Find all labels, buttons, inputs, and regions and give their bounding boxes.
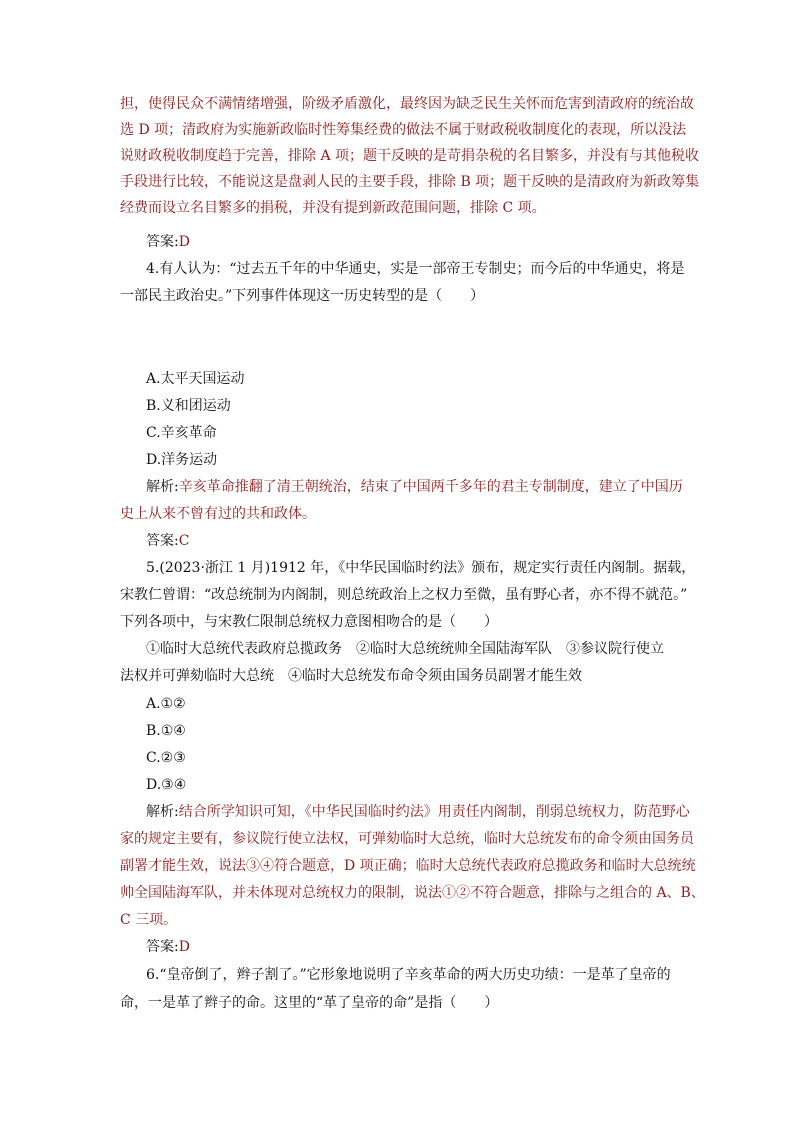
q4-option-b: B.义和团运动 [146,398,231,414]
q4-analysis-line [146,477,683,497]
analysis-line: 手段进行比较，不能说这是盘剥人民的主要手段，排除 B 项；题干反映的是清政府为新政筹集 [120,174,700,190]
q4-stem-line: 4.有人认为：“过去五千年的中华通史，实是一部帝王专制史；而今后的中华通史，将是 [146,261,685,277]
answer-label: 答案: [146,234,179,250]
q5-analysis-line: 副署才能生效，说法③④符合题意，D 项正确；临时大总统代表政府总揽政务和临时大总统统 [120,858,696,874]
q6-stem-line: 6.“皇帝倒了，辫子割了。”它形象地说明了辛亥革命的两大历史功绩：一是革了皇帝的 [146,967,671,983]
answer-value: C [178,533,190,549]
q5-option-a: A.①② [146,696,186,712]
q5-analysis-line: 帅全国陆海军队，并未体现对总统权力的限制，说法①②不符合题意，排除与之组合的 A、B、 [120,885,705,901]
answer-label: 答案: [146,939,179,955]
prev-analysis [120,94,700,218]
analysis-text: 结合所学知识可知，《中华民国临时约法》用责任内阁制，削弱总统权力，防范野心 [178,804,690,820]
analysis-label: 解析: [146,804,179,820]
q4-answer [146,531,189,551]
q5-stem-line: 宋教仁曾谓：“改总统制为内阁制，则总统政治上之权力至微，虽有野心者，亦不得不就范。” [120,587,688,603]
q5-answer [146,937,190,957]
analysis-line: 选 D 项；清政府为实施新政临时性筹集经费的做法不属于财政税收制度化的表现，所以没法 [120,122,687,138]
analysis-line: 说财政税收制度趋于完善，排除 A 项；题干反映的是苛捐杂税的名目繁多，并没有与其他税收 [120,148,700,164]
q4-option-c: C.辛亥革命 [146,425,217,441]
analysis-label: 解析: [146,479,179,495]
q5-stem-line: 5.(2023·浙江 1 月)1912 年，《中华民国临时约法》颁布，规定实行责任内阁制。据载， [146,560,696,576]
q5-analysis-line [146,802,690,822]
q5-option-c: C.②③ [146,750,186,766]
analysis-line: 担，使得民众不满情绪增强，阶级矛盾激化，最终因为缺乏民生关怀而危害到清政府的统治故 [120,96,694,112]
q5-analysis-line: 家的规定主要有，参议院行使立法权，可弹劾临时大总统，临时大总统发布的命令须由国务员 [120,831,694,847]
q5-stem-line: 下列各项中，与宋教仁限制总统权力意图相吻合的是（ ） [120,614,498,630]
q4-option-d: D.洋务运动 [146,452,218,468]
answer-label: 答案: [146,533,179,549]
q4-option-a: A.太平天国运动 [146,371,245,387]
analysis-text: 辛亥革命推翻了清王朝统治，结束了中国两千多年的君主专制制度，建立了中国历 [178,479,683,495]
q4-analysis-line: 史上从来不曾有过的共和政体。 [120,506,316,522]
q5-option-d: D.③④ [146,777,187,793]
q4-stem-line: 一部民主政治史。”下列事件体现这一历史转型的是（ ） [120,288,485,304]
prev-answer [146,232,190,252]
analysis-line: 经费而设立名目繁多的捐税，并没有提到新政范围问题，排除 C 项。 [120,200,546,216]
answer-value: D [178,939,190,955]
q5-analysis-line: C 三项。 [120,912,178,928]
q6-stem-line: 命，一是革了辫子的命。这里的“革了皇帝的命”是指（ ） [120,995,499,1011]
q5-statement-line: ①临时大总统代表政府总揽政务 ②临时大总统统帅全国陆海军队 ③参议院行使立 [146,641,664,657]
answer-value: D [178,234,190,250]
q5-statement-line: 法权并可弹劾临时大总统 ④临时大总统发布命令须由国务员副署才能生效 [120,668,582,684]
q5-option-b: B.①④ [146,723,186,739]
